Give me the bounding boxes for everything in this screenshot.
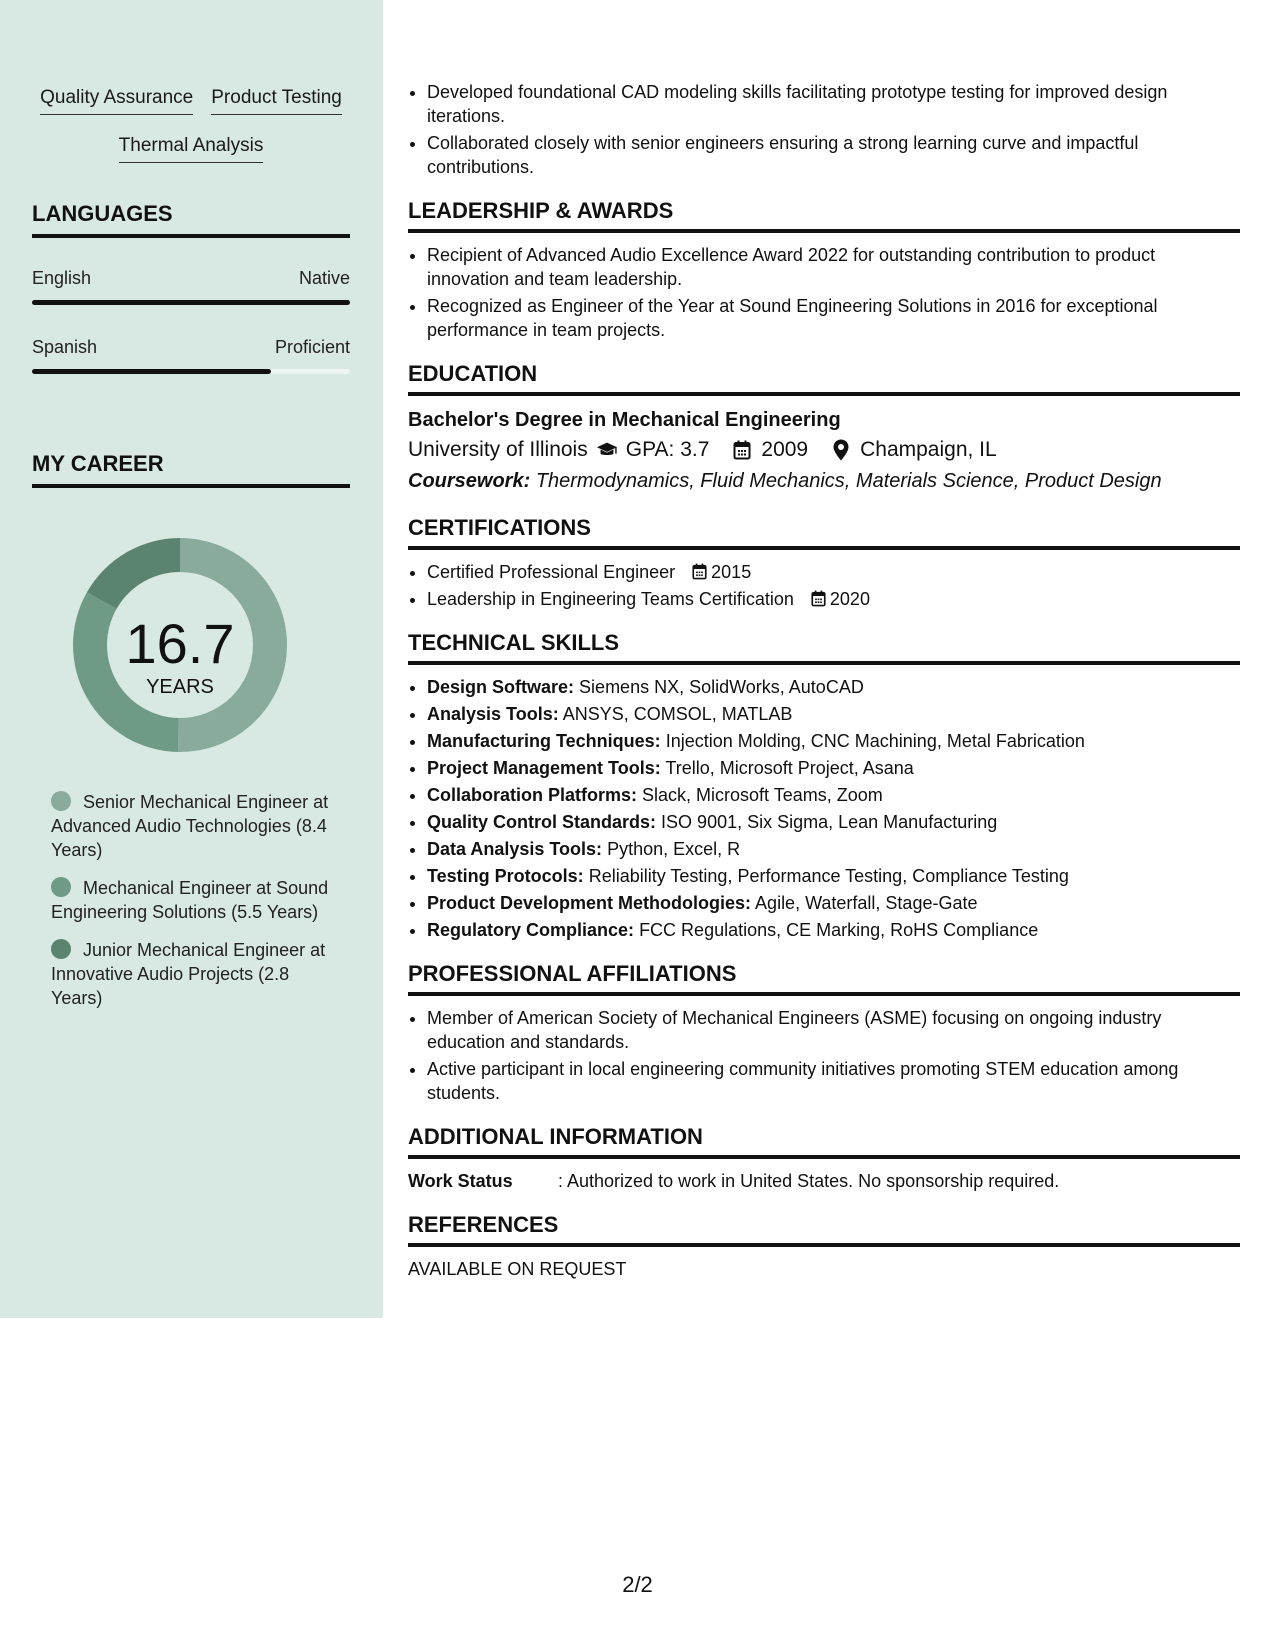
skill-label: Manufacturing Techniques: (427, 731, 661, 751)
career-legend-item (51, 790, 341, 862)
list-item: • Developed foundational CAD modeling skills facilitating prototype testing for improved design iterations. (427, 80, 1240, 128)
language-level: Proficient (274, 337, 350, 357)
skill-value: Agile, Waterfall, Stage-Gate (755, 893, 978, 913)
skill-label: Product Development Methodologies: (427, 893, 752, 913)
leadership-list (408, 243, 1240, 342)
skill-label: Quality Control Standards: (427, 812, 657, 832)
language-row (32, 268, 350, 289)
list-item (427, 702, 1240, 726)
list-item (427, 729, 1240, 753)
list-item (427, 675, 1240, 699)
donut-segment-3 (87, 538, 180, 609)
list-item: • Recipient of Advanced Audio Excellence Award 2022 for outstanding contribution to product innovation and team leadership. (427, 243, 1240, 291)
career-donut-chart (65, 530, 295, 760)
skill-tag: Product Testing (211, 86, 342, 115)
languages-title: LANGUAGES (32, 200, 350, 238)
skill-value: ISO 9001, Six Sigma, Lean Manufacturing (661, 812, 998, 832)
career-total: 16.7 (125, 612, 235, 675)
career-legend-text: Mechanical Engineer at Sound Engineering Solutions (5.5 Years) (51, 878, 329, 922)
legend-dot (51, 791, 71, 811)
career-legend-item (51, 938, 341, 1010)
list-item (427, 560, 1240, 584)
cert-name: Certified Professional Engineer (427, 562, 676, 582)
calendar-icon (692, 563, 707, 580)
list-item: • Active participant in local engineering community initiatives promoting STEM education among students. (427, 1057, 1240, 1105)
skill-label: Analysis Tools: (427, 704, 559, 724)
skill-value: Siemens NX, SolidWorks, AutoCAD (579, 677, 864, 697)
work-status-value: : Authorized to work in United States. No sponsorship required. (558, 1171, 1060, 1191)
school-name: University of Illinois (408, 438, 588, 461)
skill-value: ANSYS, COMSOL, MATLAB (562, 704, 793, 724)
degree: Bachelor's Degree in Mechanical Engineering (408, 409, 841, 431)
career-legend-text: Senior Mechanical Engineer at Advanced Audio Technologies (8.4 Years) (51, 792, 329, 860)
affiliations-list (408, 1006, 1240, 1105)
cert-date (811, 589, 870, 609)
language-level: Native (298, 268, 350, 288)
language-bar (32, 369, 350, 374)
career-legend-item (51, 876, 341, 924)
references-text: AVAILABLE ON REQUEST (408, 1259, 627, 1279)
work-status-row (408, 1169, 1240, 1193)
experience-bullets (408, 80, 1240, 179)
list-item (427, 837, 1240, 861)
list-item: • Recognized as Engineer of the Year at Sound Engineering Solutions in 2016 for exceptional performance in team projects. (427, 294, 1240, 342)
cert-date (692, 562, 751, 582)
gpa: GPA: 3.7 (625, 438, 710, 461)
list-item (427, 783, 1240, 807)
skill-label: Project Management Tools: (427, 758, 661, 778)
main-content (408, 80, 1240, 1281)
list-item (427, 891, 1240, 915)
skill-label: Design Software: (427, 677, 575, 697)
coursework-label: Coursework: (408, 470, 531, 492)
calendar-icon (731, 439, 753, 461)
sidebar (0, 0, 383, 1318)
language-name: Spanish (32, 337, 98, 357)
skill-value: Injection Molding, CNC Machining, Metal Fabrication (665, 731, 1085, 751)
language-bar-fill (32, 369, 271, 374)
graduation-year: 2009 (761, 438, 809, 461)
certifications-list (408, 560, 1240, 611)
skill-label: Collaboration Platforms: (427, 785, 638, 805)
location-pin-icon (830, 439, 852, 461)
language-row (32, 337, 350, 358)
skill-tag: Quality Assurance (40, 86, 193, 115)
education-details (408, 434, 1240, 466)
page-number: 2/2 (622, 1572, 653, 1597)
skill-value: Python, Excel, R (607, 839, 741, 859)
skill-value: Reliability Testing, Performance Testing, Compliance Testing (588, 866, 1069, 886)
list-item: • Member of American Society of Mechanical Engineers (ASME) focusing on ongoing industry education and standards. (427, 1006, 1240, 1054)
skill-value: Slack, Microsoft Teams, Zoom (642, 785, 883, 805)
cert-year: 2020 (829, 589, 870, 609)
language-bar-fill (32, 300, 350, 305)
list-item (427, 587, 1240, 611)
language-name: English (32, 268, 92, 288)
list-item (427, 810, 1240, 834)
skill-value: Trello, Microsoft Project, Asana (665, 758, 914, 778)
location: Champaign, IL (860, 438, 997, 461)
language-bar (32, 300, 350, 305)
education-title: EDUCATION (408, 360, 1240, 396)
skill-tags (32, 86, 350, 163)
cert-name: Leadership in Engineering Teams Certification (427, 589, 794, 609)
calendar-icon (811, 590, 826, 607)
references-title: REFERENCES (408, 1211, 1240, 1247)
skill-label: Regulatory Compliance: (427, 920, 635, 940)
legend-dot (51, 939, 71, 959)
career-title: MY CAREER (32, 450, 350, 488)
skill-value: FCC Regulations, CE Marking, RoHS Compliance (639, 920, 1039, 940)
additional-info-title: ADDITIONAL INFORMATION (408, 1123, 1240, 1159)
leadership-title: LEADERSHIP & AWARDS (408, 197, 1240, 233)
cert-year: 2015 (711, 562, 752, 582)
legend-dot (51, 877, 71, 897)
skills-list (408, 675, 1240, 942)
work-status-label: Work Status (408, 1171, 513, 1191)
career-unit: YEARS (146, 676, 214, 698)
list-item: • Collaborated closely with senior engineers ensuring a strong learning curve and impactful contributions. (427, 131, 1240, 179)
skills-title: TECHNICAL SKILLS (408, 629, 1240, 665)
skill-tag: Thermal Analysis (119, 134, 264, 163)
graduation-cap-icon (596, 439, 618, 461)
skill-label: Testing Protocols: (427, 866, 584, 886)
career-legend (51, 790, 341, 1024)
list-item (427, 756, 1240, 780)
coursework (408, 466, 1240, 496)
career-legend-text: Junior Mechanical Engineer at Innovative Audio Projects (2.8 Years) (51, 940, 326, 1008)
certifications-title: CERTIFICATIONS (408, 514, 1240, 550)
list-item (427, 864, 1240, 888)
list-item (427, 918, 1240, 942)
affiliations-title: PROFESSIONAL AFFILIATIONS (408, 960, 1240, 996)
skill-label: Data Analysis Tools: (427, 839, 603, 859)
coursework-text: Thermodynamics, Fluid Mechanics, Materials Science, Product Design (535, 470, 1162, 492)
